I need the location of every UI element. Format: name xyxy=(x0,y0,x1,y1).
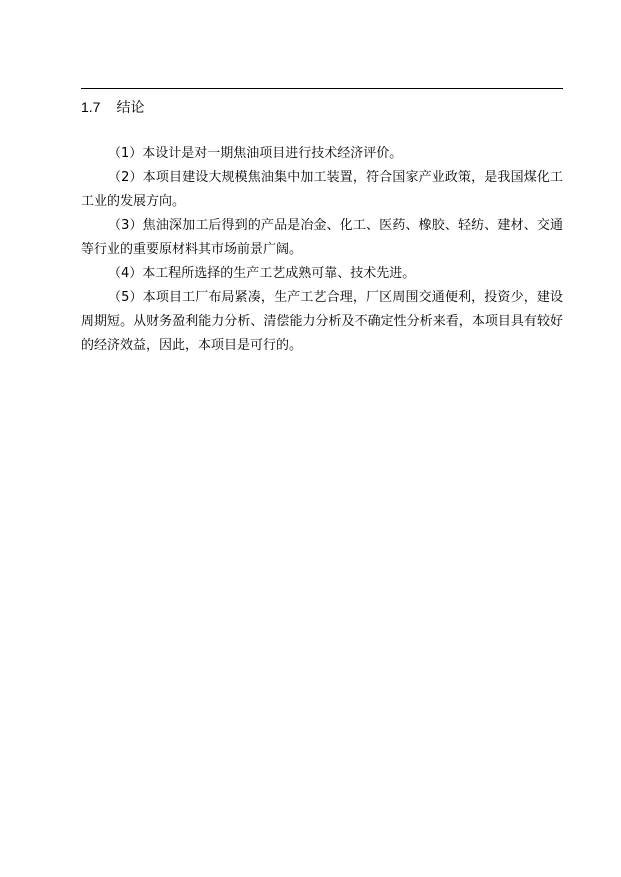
paragraph: （5）本项目工厂布局紧凑，生产工艺合理，厂区周围交通便利，投资少，建设周期短。从财务盈利能力分析、清偿能力分析及不确定性分析来看，本项目具有较好的经济效益，因此，本项目是可行的。 xyxy=(81,290,563,353)
conclusion-body xyxy=(81,142,563,358)
section-heading xyxy=(81,97,144,118)
section-title: 结论 xyxy=(116,100,145,116)
section-number: 1.7 xyxy=(81,99,101,115)
paragraph: （3）焦油深加工后得到的产品是冶金、化工、医药、橡胶、轻纺、建材、交通等行业的重要原材料其市场前景广阔。 xyxy=(81,218,563,257)
paragraph: （2）本项目建设大规模焦油集中加工装置，符合国家产业政策，是我国煤化工工业的发展方向。 xyxy=(81,170,563,209)
paragraph: （1）本设计是对一期焦油项目进行技术经济评价。 xyxy=(108,146,403,161)
header-rule xyxy=(81,88,563,89)
paragraph: （4）本工程所选择的生产工艺成熟可靠、技术先进。 xyxy=(108,266,416,281)
